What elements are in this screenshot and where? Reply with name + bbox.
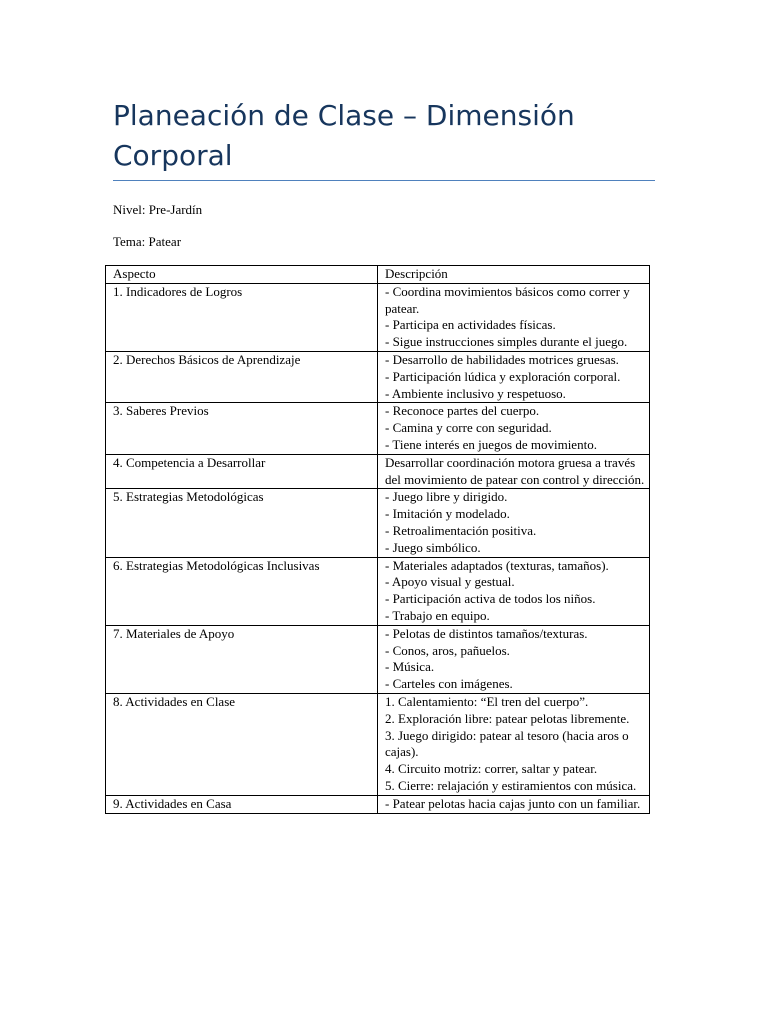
- aspect-cell: 5. Estrategias Metodológicas: [106, 489, 378, 557]
- table-header-row: [106, 266, 650, 284]
- page-title: Planeación de Clase – Dimensión Corporal: [113, 99, 575, 172]
- aspect-cell: 7. Materiales de Apoyo: [106, 625, 378, 693]
- table-row: [106, 351, 650, 402]
- level-label: Nivel: Pre-Jardín: [113, 202, 203, 217]
- description-cell: [378, 625, 650, 693]
- description-line: - Materiales adaptados (texturas, tamaños).: [385, 557, 609, 573]
- topic-label: Tema: Patear: [113, 234, 182, 249]
- description-line: - Participación activa de todos los niños.: [385, 591, 596, 607]
- description-line: - Juego simbólico.: [385, 539, 481, 555]
- description-line: - Camina y corre con seguridad.: [385, 420, 552, 436]
- description-cell: [378, 557, 650, 625]
- description-line: - Patear pelotas hacia cajas junto con un familiar.: [385, 795, 641, 811]
- aspect-cell: 8. Actividades en Clase: [106, 693, 378, 795]
- description-line: - Apoyo visual y gestual.: [385, 574, 515, 590]
- description-line: - Carteles con imágenes.: [385, 676, 513, 692]
- description-cell: [378, 351, 650, 402]
- description-line: - Desarrollo de habilidades motrices gruesas.: [385, 351, 619, 367]
- aspect-cell: 1. Indicadores de Logros: [106, 283, 378, 351]
- table-row: [106, 625, 650, 693]
- description-line: - Retroalimentación positiva.: [385, 522, 537, 538]
- title-underline: [113, 180, 655, 181]
- description-line: 5. Cierre: relajación y estiramientos con música.: [385, 777, 637, 793]
- description-line: - Música.: [385, 659, 435, 675]
- description-line: 4. Circuito motriz: correr, saltar y patear.: [385, 761, 598, 777]
- description-line: - Juego libre y dirigido.: [385, 489, 508, 505]
- table-row: [106, 557, 650, 625]
- aspect-cell: 2. Derechos Básicos de Aprendizaje: [106, 351, 378, 402]
- table-row: [106, 283, 650, 351]
- aspect-cell: 4. Competencia a Desarrollar: [106, 454, 378, 489]
- description-line: - Reconoce partes del cuerpo.: [385, 403, 540, 419]
- table-row: [106, 795, 650, 813]
- description-line: - Pelotas de distintos tamaños/texturas.: [385, 625, 588, 641]
- aspect-cell: 9. Actividades en Casa: [106, 795, 378, 813]
- lesson-plan-table: [105, 265, 650, 814]
- description-line: 3. Juego dirigido: patear al tesoro (hacia aros o cajas).: [385, 727, 629, 760]
- table-row: [106, 454, 650, 489]
- table-body: [106, 283, 650, 813]
- column-header-description: Descripción: [378, 266, 650, 284]
- description-cell: [378, 403, 650, 454]
- description-cell: [378, 693, 650, 795]
- description-line: - Sigue instrucciones simples durante el juego.: [385, 334, 628, 350]
- description-line: - Trabajo en equipo.: [385, 607, 490, 623]
- description-line: - Imitación y modelado.: [385, 506, 510, 522]
- description-line: - Participa en actividades físicas.: [385, 317, 556, 333]
- aspect-cell: 3. Saberes Previos: [106, 403, 378, 454]
- description-cell: [378, 283, 650, 351]
- description-line: - Tiene interés en juegos de movimiento.: [385, 436, 597, 452]
- table-row: [106, 403, 650, 454]
- description-line: Desarrollar coordinación motora gruesa a través del movimiento de patear con control y dirección.: [385, 454, 645, 487]
- table-row: [106, 693, 650, 795]
- column-header-aspect: Aspecto: [106, 266, 378, 284]
- description-cell: [378, 454, 650, 489]
- description-line: - Ambiente inclusivo y respetuoso.: [385, 385, 566, 401]
- description-line: - Conos, aros, pañuelos.: [385, 642, 510, 658]
- description-line: 1. Calentamiento: “El tren del cuerpo”.: [385, 693, 589, 709]
- description-line: - Participación lúdica y exploración corporal.: [385, 368, 621, 384]
- description-line: 2. Exploración libre: patear pelotas libremente.: [385, 710, 630, 726]
- description-line: - Coordina movimientos básicos como correr y patear.: [385, 283, 630, 316]
- aspect-cell: 6. Estrategias Metodológicas Inclusivas: [106, 557, 378, 625]
- description-cell: [378, 489, 650, 557]
- description-cell: [378, 795, 650, 813]
- table-row: [106, 489, 650, 557]
